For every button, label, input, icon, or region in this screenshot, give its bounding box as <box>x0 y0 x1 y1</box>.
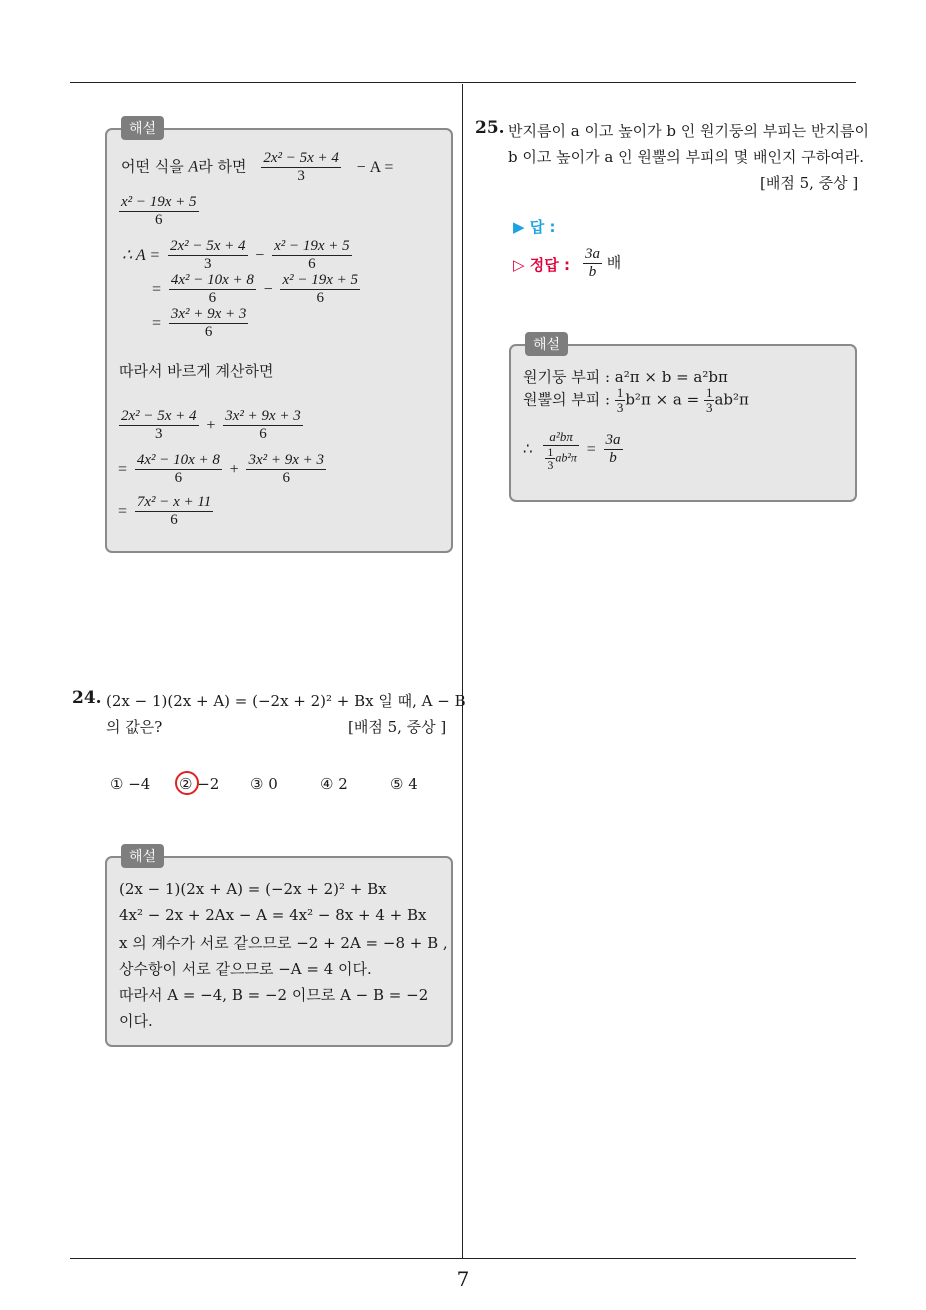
fraction-num: 3a <box>585 246 600 262</box>
sol24-line: 이다. <box>119 1012 153 1030</box>
sol25-text: b²π × a = <box>625 390 700 409</box>
sol24-line: 따라서 A = −4, B = −2 이므로 A − B = −2 <box>119 986 429 1004</box>
correct-answer-label: ▷ 정답 : <box>513 256 570 274</box>
question-25-line2: b 이고 높이가 a 인 원뿔의 부피의 몇 배인지 구하여라. <box>508 148 865 166</box>
fraction-den: 6 <box>308 256 316 272</box>
fraction-num: 3x² + 9x + 3 <box>248 452 325 468</box>
bottom-rule <box>70 1258 856 1259</box>
page-number: 7 <box>456 1267 470 1291</box>
therefore-symbol: ∴ <box>523 439 533 458</box>
fraction-num: x² − 19x + 5 <box>282 272 359 288</box>
sol23-step3: = $\frac{\text{3x² + 9x + 3}}{6}$ <box>152 306 247 340</box>
fraction-den: 3 <box>155 426 163 442</box>
fraction-den: 6 <box>282 470 290 486</box>
question-25-line1: 반지름이 a 이고 높이가 b 인 원기둥의 부피는 반지름이 <box>508 122 869 140</box>
sol23-text-correct: 따라서 바르게 계산하면 <box>119 362 274 380</box>
sol24-line: (2x − 1)(2x + A) = (−2x + 2)² + Bx <box>119 880 387 898</box>
solution-box-25 <box>509 337 857 502</box>
fraction <box>604 432 623 467</box>
sol25-text: ab²π <box>555 450 577 465</box>
fraction-den: 3 <box>297 168 305 184</box>
sol23-step1: ∴ A = $\frac{\text{2x² − 5x + 4}}{3}$ − $\frac{\text{x² − 19x + 5}}{6}$ <box>119 238 352 273</box>
fraction <box>246 452 326 487</box>
question-25-difficulty: [배점 5, 중상 ] <box>760 174 859 192</box>
sol25-line3 <box>523 428 623 471</box>
question-25-number: 25. <box>475 118 505 138</box>
sol24-line: x 의 계수가 서로 같으므로 −2 + 2A = −8 + B , <box>119 934 448 952</box>
fraction-num: 2x² − 5x + 4 <box>169 238 246 254</box>
fraction-den: 6 <box>174 470 183 486</box>
fraction-den: 6 <box>259 426 267 442</box>
answer-unit: 배 <box>606 253 622 272</box>
solution-box-24 <box>105 849 453 1047</box>
fraction-den: 6 <box>170 512 178 528</box>
fraction-num: 2x² − 5x + 4 <box>263 150 339 166</box>
solution-tag: 해설 <box>121 844 164 868</box>
sol24-line: 4x² − 2x + 2Ax − A = 4x² − 8x + 4 + Bx <box>119 906 427 924</box>
fraction-num: 1 <box>705 385 713 400</box>
fraction <box>545 446 555 471</box>
fraction-den: 3 <box>203 256 212 272</box>
sol25-line2 <box>523 386 749 415</box>
fraction-den: 6 <box>316 290 324 306</box>
fraction <box>280 272 360 307</box>
solution-tag: 해설 <box>525 332 568 356</box>
fraction-den: 3 <box>547 458 554 472</box>
sol25-line1: 원기둥 부피 : a²π × b = a²bπ <box>523 368 728 386</box>
answer-label: ▶ 답 : <box>513 218 556 236</box>
sol24-line: 상수항이 서로 같으므로 −A = 4 이다. <box>119 960 372 978</box>
fraction <box>583 246 602 281</box>
equals-sign: = <box>586 440 596 458</box>
choice-2[interactable]: ② −2 <box>179 775 220 793</box>
fraction <box>135 452 222 487</box>
sol23-c2: = $\frac{\text{4x² − 10x + 8}}{6}$ + $\frac{\text{3x² + 9x + 3}}{6}$ <box>118 452 325 486</box>
fraction-num: 3x² + 9x + 3 <box>170 306 247 322</box>
fraction-num: 4x² − 10x + 8 <box>170 272 254 288</box>
fraction-num: 4x² − 10x + 8 <box>136 452 220 468</box>
sol23-c1: $\frac{\text{2x² − 5x + 4}}{3}$ + $\frac{\text{3x² + 9x + 3}}{6}$ <box>121 408 301 442</box>
solution-box-23 <box>105 121 453 553</box>
question-24-line1: (2x − 1)(2x + A) = (−2x + 2)² + Bx 일 때, A − B <box>106 692 466 710</box>
fraction-den: 6 <box>204 324 213 340</box>
fraction <box>168 238 248 273</box>
fraction <box>169 306 249 341</box>
sol23-var: A <box>188 158 199 176</box>
sol23-text: ∴ A = <box>122 246 161 264</box>
sol23-c3: = $\frac{\text{7x² − x + 11}}{6}$ <box>118 494 212 528</box>
question-24-number: 24. <box>72 688 102 708</box>
fraction-num: 3a <box>605 432 621 448</box>
fraction <box>261 150 341 185</box>
fraction-num: 2x² − 5x + 4 <box>121 408 197 424</box>
fraction-num: 3x² + 9x + 3 <box>225 408 301 424</box>
fraction <box>223 408 303 443</box>
sol23-text: 라 하면 <box>198 157 247 176</box>
fraction <box>119 194 199 229</box>
fraction <box>135 494 213 529</box>
fraction <box>543 428 579 471</box>
fraction-den: 6 <box>155 212 163 228</box>
fraction-num: a²bπ <box>543 428 579 446</box>
fraction-den: 3 <box>705 400 713 415</box>
correct-answer-value <box>583 246 621 281</box>
fraction <box>119 408 199 443</box>
fraction-num: 1 <box>616 385 624 400</box>
choice-3[interactable]: ③ 0 <box>250 775 278 793</box>
choice-4[interactable]: ④ 2 <box>320 775 348 793</box>
fraction <box>169 272 256 307</box>
sol25-text: 원뿔의 부피 : <box>523 390 611 409</box>
sol23-line1 <box>121 150 396 185</box>
choice-1[interactable]: ① −4 <box>110 775 151 793</box>
fraction-num: x² − 19x + 5 <box>121 194 197 210</box>
fraction-num: x² − 19x + 5 <box>274 238 350 254</box>
question-24-line2: 의 값은? <box>106 718 163 736</box>
sol23-text: 어떤 식을 <box>121 157 189 176</box>
top-rule <box>70 82 856 83</box>
fraction-num: 7x² − x + 11 <box>136 494 212 510</box>
choice-5[interactable]: ⑤ 4 <box>390 775 418 793</box>
sol25-text: ab²π <box>714 390 749 409</box>
fraction-den: b <box>609 450 617 466</box>
fraction-den: 6 <box>208 290 217 306</box>
question-24-difficulty: [배점 5, 중상 ] <box>348 718 447 736</box>
fraction-den: 3 <box>616 400 624 415</box>
sol23-line2 <box>119 194 199 229</box>
fraction-num: 1 <box>547 445 554 459</box>
fraction <box>615 386 626 415</box>
solution-tag: 해설 <box>121 116 164 140</box>
column-divider <box>462 84 463 1259</box>
fraction <box>272 238 352 273</box>
fraction <box>704 386 715 415</box>
fraction-den <box>543 446 579 471</box>
fraction-den: b <box>588 264 597 280</box>
sol23-text: − A = <box>356 158 394 176</box>
sol23-step2: = $\frac{\text{4x² − 10x + 8}}{6}$ − $\frac{\text{x² − 19x + 5}}{6}$ <box>152 272 359 306</box>
